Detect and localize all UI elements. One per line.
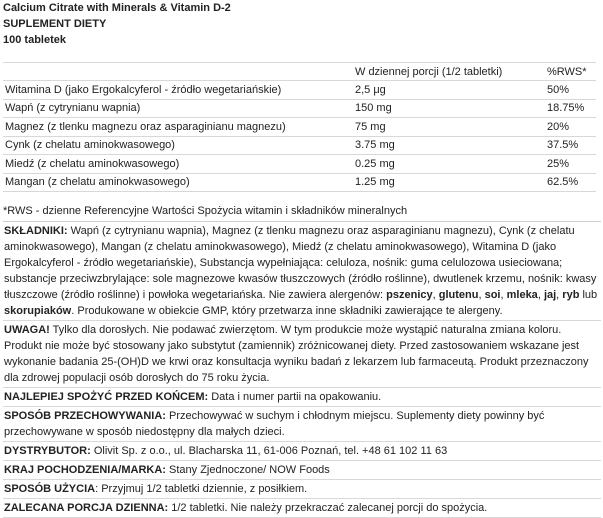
nutrient-name: Witamina D (jako Ergokalcyferol - źródło wegetariańskie)	[5, 83, 282, 96]
storage-label: SPOSÓB PRZECHOWYWANIA:	[4, 410, 166, 422]
allergen-separator: .	[71, 305, 78, 317]
allergen-separator: ,	[478, 289, 485, 301]
daily-dose-section	[3, 499, 601, 518]
origin-text: Stany Zjednoczone/ NOW Foods	[165, 464, 330, 476]
table-row	[3, 118, 596, 137]
nutrient-amount: 150 mg	[355, 102, 392, 115]
nutrient-name: Wapń (z cytrynianu wapnia)	[5, 102, 141, 115]
warning-text: Tylko dla dorosłych. Nie podawać zwierzętom. W tym produkcie może wystąpić naturalna zmiana koloru. Produkt nie może być stosowany jako substytut (zamiennik) zróżnicowanej diety. Przed zastosowaniem wskazane jest wykonanie badania 25-(OH)D we krwi oraz konsultacja wyniku badań z lekarzem lub farmaceutą. Produkt przeznaczony dla zdrowej populacji osób dorosłych do 75 roku życia.	[4, 324, 589, 384]
allergen: skorupiaków	[4, 305, 72, 317]
nutrient-name: Cynk (z chelatu aminokwasowego)	[5, 139, 175, 152]
nutrient-amount: 0.25 mg	[355, 157, 395, 170]
usage-text: : Przyjmuj 1/2 tabletki dziennie, z posiłkiem.	[95, 483, 308, 495]
allergen: glutenu	[438, 289, 479, 301]
rws-footnote: *RWS - dzienne Referencyjne Wartości Spożycia witamin i składników mineralnych	[3, 205, 408, 217]
best-before-label: NAJLEPIEJ SPOŻYĆ PRZED KOŃCEM:	[4, 391, 209, 403]
ingredients-gmp-note: Produkowane w obiekcie GMP, który przetwarza inne składniki zawierające te alergeny.	[77, 305, 503, 317]
warning-label: UWAGA!	[4, 324, 50, 336]
usage-section	[3, 480, 601, 499]
distributor-label: DYSTRYBUTOR:	[4, 445, 91, 457]
nutrient-amount: 3.75 mg	[355, 139, 395, 152]
nutrient-rws: 37.5%	[547, 139, 579, 152]
table-row	[3, 155, 596, 174]
nutrition-table	[3, 62, 596, 192]
table-row	[3, 100, 596, 119]
allergen-separator: lub	[579, 289, 598, 301]
product-title: Calcium Citrate with Minerals & Vitamin D-2	[3, 2, 231, 14]
origin-section	[3, 461, 601, 480]
best-before-text: Data i numer partii na opakowaniu.	[208, 391, 382, 403]
storage-section	[3, 407, 601, 442]
nutrient-name: Miedź (z chelatu aminokwasowego)	[5, 157, 180, 170]
ingredients-section	[3, 222, 601, 321]
nutrient-amount: 2,5 μg	[355, 83, 386, 96]
distributor-text: Olivit Sp. z o.o., ul. Blacharska 11, 61-006 Poznań, tel. +48 61 102 11 63	[90, 445, 448, 457]
nutrient-rws: 50%	[547, 83, 570, 96]
nutrient-amount: 75 mg	[355, 120, 386, 133]
allergen: soi	[484, 289, 501, 301]
allergen-separator: ,	[537, 289, 544, 301]
supplement-label	[3, 0, 601, 518]
allergen: mleka	[506, 289, 538, 301]
storage-text: Przechowywać w suchym i chłodnym miejscu. Suplementy diety powinny być przechowywane w sposób niedostępny dla małych dzieci.	[4, 410, 545, 438]
nutrient-rws: 20%	[547, 120, 570, 133]
table-row	[3, 174, 596, 193]
nutrient-name: Mangan (z chelatu aminokwasowego)	[5, 176, 190, 189]
table-header-row	[3, 63, 596, 81]
warning-section	[3, 321, 601, 388]
nutrient-amount: 1.25 mg	[355, 176, 395, 189]
distributor-section	[3, 442, 601, 461]
nutrient-name: Magnez (z tlenku magnezu oraz asparaginianu magnezu)	[5, 120, 286, 133]
allergen: pszenicy	[386, 289, 433, 301]
nutrient-rws: 18.75%	[547, 102, 585, 115]
usage-label: SPOSÓB UŻYCIA	[4, 483, 96, 495]
daily-dose-text: 1/2 tabletki. Nie należy przekraczać zalecanej porcji do spożycia.	[168, 502, 488, 514]
origin-label: KRAJ POCHODZENIA/MARKA:	[4, 464, 166, 476]
allergen-separator: ,	[556, 289, 563, 301]
header-cell: %RWS*	[547, 65, 587, 78]
allergen: ryb	[562, 289, 580, 301]
daily-dose-label: ZALECANA PORCJA DZIENNA:	[4, 502, 169, 514]
nutrient-rws: 25%	[547, 157, 570, 170]
allergen-separator: ,	[432, 289, 439, 301]
allergen: jaj	[543, 289, 557, 301]
table-row	[3, 81, 596, 100]
allergen-separator: ,	[500, 289, 507, 301]
ingredients-text: Wapń (z cytrynianu wapnia), Magnez (z tlenku magnezu oraz asparaginianu magnezu), Cynk (z chelatu aminokwasowego), Mangan (z chelatu aminokwasowego), Miedź (z chelatu aminokwasowego), Witamina D (jako Ergokalcyferol - źródło wegetariańskie), Substancja wypełniająca: celuloza, nośnik: guma celulozowa usieciowana; substancje przeciwzbrylające: sole magnezowe kwasów tłuszczowych (źródło roślinne), dwutlenek krzemu, nośnik: kwasy tłuszczowe (źródło roślinne) i powłoka wegetariańska. Nie zawiera alergenów:	[4, 225, 597, 301]
table-row	[3, 137, 596, 156]
best-before-section	[3, 388, 601, 407]
product-category: SUPLEMENT DIETY	[3, 18, 107, 30]
package-count: 100 tabletek	[3, 34, 66, 46]
header-cell: W dziennej porcji (1/2 tabletki)	[355, 65, 503, 78]
nutrient-rws: 62.5%	[547, 176, 579, 189]
ingredients-label: SKŁADNIKI:	[4, 225, 68, 237]
